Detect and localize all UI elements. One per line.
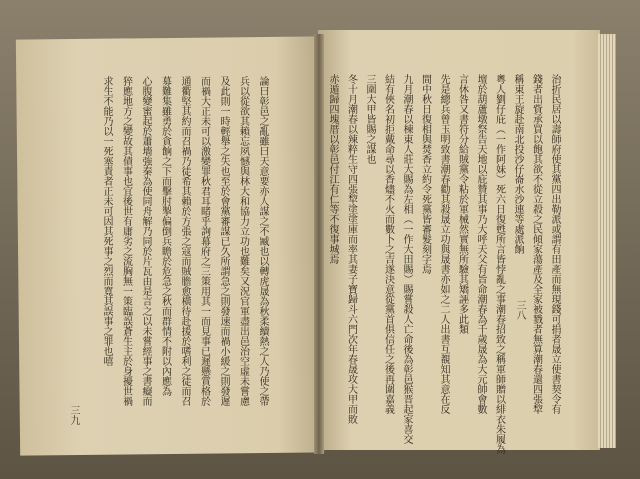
- text-column: 求生不能乃以一死塞責者正未可因其死事之烈而寬其誤事之罪也嘻: [101, 76, 112, 366]
- text-column: 九月潮春以棟東人莊大賜為左相（一作大田賜）賜嘗殺人亡命後為彰邑猴晋起家喜交: [401, 74, 412, 444]
- page-number: 三九: [68, 405, 79, 425]
- text-column: 三圍大甲皆賜之謀也: [364, 74, 375, 164]
- text-column: 錢者出貲承買以飽其欲不從立殺之民傾家蕩產及全家被戮者無算潮春還四張犂: [530, 74, 542, 414]
- text-column: 先是總兵曾玉明致書潮春勸其殺晟立功與晟書亦如之二人出書互覩知其意在反: [438, 74, 449, 414]
- text-column: 兵以從欲其賴忘夙憾與林大和協力立功也難矣又況官軍盡出邑治空虛未嘗慮: [237, 76, 249, 406]
- left-page-text: [92, 76, 272, 406]
- text-column: 粵人劉仔庇（一作阿妹）死六日復甦所言皆悖亂之事潮春招致之稱軍師贈以緋衣朱履為: [493, 74, 505, 454]
- text-column: 稱東王旋赴南北投沙仔崙水沙連等處派餉: [512, 74, 523, 254]
- text-column: 心腹變蜜起於蕭墻強秦為使同舟解乃同於片瓦由是言之以未嘗經事之書癡而: [140, 76, 151, 406]
- right-page-text: [320, 74, 563, 454]
- page-number: 三八: [514, 300, 525, 320]
- text-column: 言休咎又書符分給賊黨令粘於軍械然實無所驗其矯誣多此類: [456, 74, 468, 334]
- text-column: 猝應地方之變故其債事也宜後世有庸劣之流胸無一策臨誤蒼生主於身擾世禍: [120, 76, 132, 406]
- text-column: 通衢堅其約而召禍乃徒希其賴於方張之寇而賊膽愈橫待赴援於嗜利之徒而召: [179, 76, 190, 406]
- text-column: 結有俠名初拒戴命尋以香燼不火而數卜之吉遂決意從黨首俱信任之後再圍嘉義: [382, 74, 394, 414]
- text-column: 冬十月潮春以辣粹生守四張犂塗塗庫而率其妻子寶歸斗六門次年春晟攻大甲而敗: [345, 74, 357, 424]
- text-column: 論曰彰邑之亂雖曰天意要亦人謀之不臧也以轉虎晟為秋柔續熱之人乃使之帶: [257, 76, 268, 406]
- text-column: 募難集雖勇於貪餉之下而擊肘掣偏倒兵瞻於危急之秋而群情不附以內應為: [159, 76, 171, 396]
- text-column: 治折民居以壽師府使其黨四出勒派或謂有田產而無現錢可捐者晟立使書契令有: [549, 74, 560, 414]
- text-column: 間中秋日復相與焚香立約令死黨皆審髮刻字焉: [419, 74, 431, 274]
- text-column: 及此則一時輕舉之失也至於會黨審謀已久所謂急之則發速而禍小緩之則發遲: [218, 76, 229, 406]
- text-column: 而禍大正未可以激變罪秋君耳睹乎詢幕府之三策用其一而見事已遲懸賞格於: [198, 76, 210, 406]
- text-column: 壇於葫蘆墩祭告天地以庇贊其事乃大呼天父有旨命潮春為千歲晟為大元帥會數: [475, 74, 486, 414]
- text-column: 赤遁歸四塊厝以彰邑付江有仁等不復事城焉: [327, 74, 338, 264]
- page-edges: [598, 34, 616, 448]
